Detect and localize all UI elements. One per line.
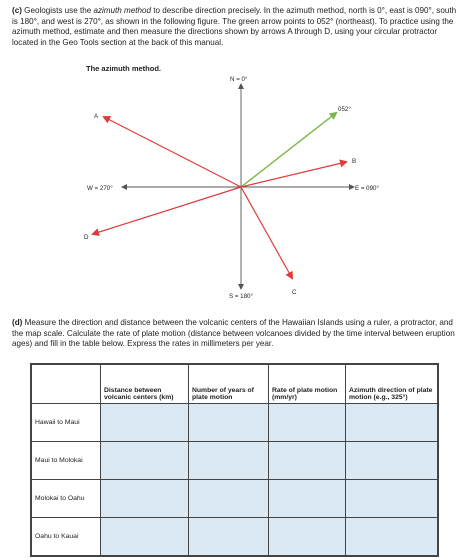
table-row bbox=[32, 404, 438, 442]
input-cell[interactable] bbox=[189, 480, 269, 518]
table-row bbox=[32, 518, 438, 556]
rates-table-container bbox=[30, 363, 439, 557]
part-c-text-1: Geologists use the bbox=[24, 6, 94, 15]
rates-table bbox=[31, 364, 438, 556]
input-cell[interactable] bbox=[346, 442, 438, 480]
part-d-label: (d) bbox=[12, 318, 23, 327]
input-cell[interactable] bbox=[189, 404, 269, 442]
input-cell[interactable] bbox=[189, 518, 269, 556]
input-cell[interactable] bbox=[269, 480, 346, 518]
header-distance: Distance between volcanic centers (km) bbox=[101, 365, 189, 404]
row-label-oahu-kauai: Oahu to Kauai bbox=[32, 518, 101, 556]
arrow-a-label: A bbox=[94, 113, 99, 120]
table-row bbox=[32, 442, 438, 480]
input-cell[interactable] bbox=[101, 518, 189, 556]
west-label: W = 270° bbox=[87, 185, 113, 192]
figure-title: The azimuth method. bbox=[86, 64, 161, 73]
part-d-paragraph bbox=[12, 318, 460, 350]
input-cell[interactable] bbox=[346, 480, 438, 518]
input-cell[interactable] bbox=[346, 404, 438, 442]
arrow-b-label: B bbox=[352, 158, 357, 165]
arrow-d bbox=[93, 187, 241, 234]
input-cell[interactable] bbox=[269, 518, 346, 556]
east-label: E = 090° bbox=[355, 185, 379, 192]
arrow-c-label: C bbox=[292, 289, 297, 296]
part-c-emphasis: azimuth method bbox=[93, 6, 152, 15]
header-rate: Rate of plate motion (mm/yr) bbox=[269, 365, 346, 404]
south-label: S = 180° bbox=[229, 293, 253, 300]
arrow-d-label: D bbox=[84, 234, 89, 241]
part-c-label: (c) bbox=[12, 6, 22, 15]
arrow-a bbox=[104, 117, 241, 187]
part-d-text: Measure the direction and distance between the volcanic centers of the Hawaiian Islands using a ruler, a protractor, and the map scale. Calculate the rate of plate motion (distance between volcanoes divided by the time interval between eruption ages) and fill in the table below. Express the rates in millimeters per year. bbox=[12, 318, 455, 349]
header-blank bbox=[32, 365, 101, 404]
row-label-molokai-oahu: Molokai to Oahu bbox=[32, 480, 101, 518]
header-azimuth: Azimuth direction of plate motion (e.g., 325°) bbox=[346, 365, 438, 404]
input-cell[interactable] bbox=[269, 404, 346, 442]
input-cell[interactable] bbox=[101, 404, 189, 442]
north-label: N = 0° bbox=[230, 76, 248, 83]
input-cell[interactable] bbox=[269, 442, 346, 480]
input-cell[interactable] bbox=[346, 518, 438, 556]
green-arrow-label: 052° bbox=[338, 106, 351, 113]
row-label-hawaii-maui: Hawaii to Maui bbox=[32, 404, 101, 442]
part-c-text-2: to describe direction precisely. In the azimuth method, north is 0°, east is 090°, south is 180°, and west is 270°, as shown in the following figure. The green arrow points to 052° (northeast). To practice using the azimuth method, estimate and then measure the directions shown by arrows A through D, using your circular protractor located in the Geo Tools section at the back of this manual. bbox=[12, 6, 457, 47]
header-years: Number of years of plate motion bbox=[189, 365, 269, 404]
input-cell[interactable] bbox=[101, 480, 189, 518]
table-row bbox=[32, 480, 438, 518]
input-cell[interactable] bbox=[189, 442, 269, 480]
row-label-maui-molokai: Maui to Molokai bbox=[32, 442, 101, 480]
input-cell[interactable] bbox=[101, 442, 189, 480]
arrow-c bbox=[241, 187, 292, 278]
